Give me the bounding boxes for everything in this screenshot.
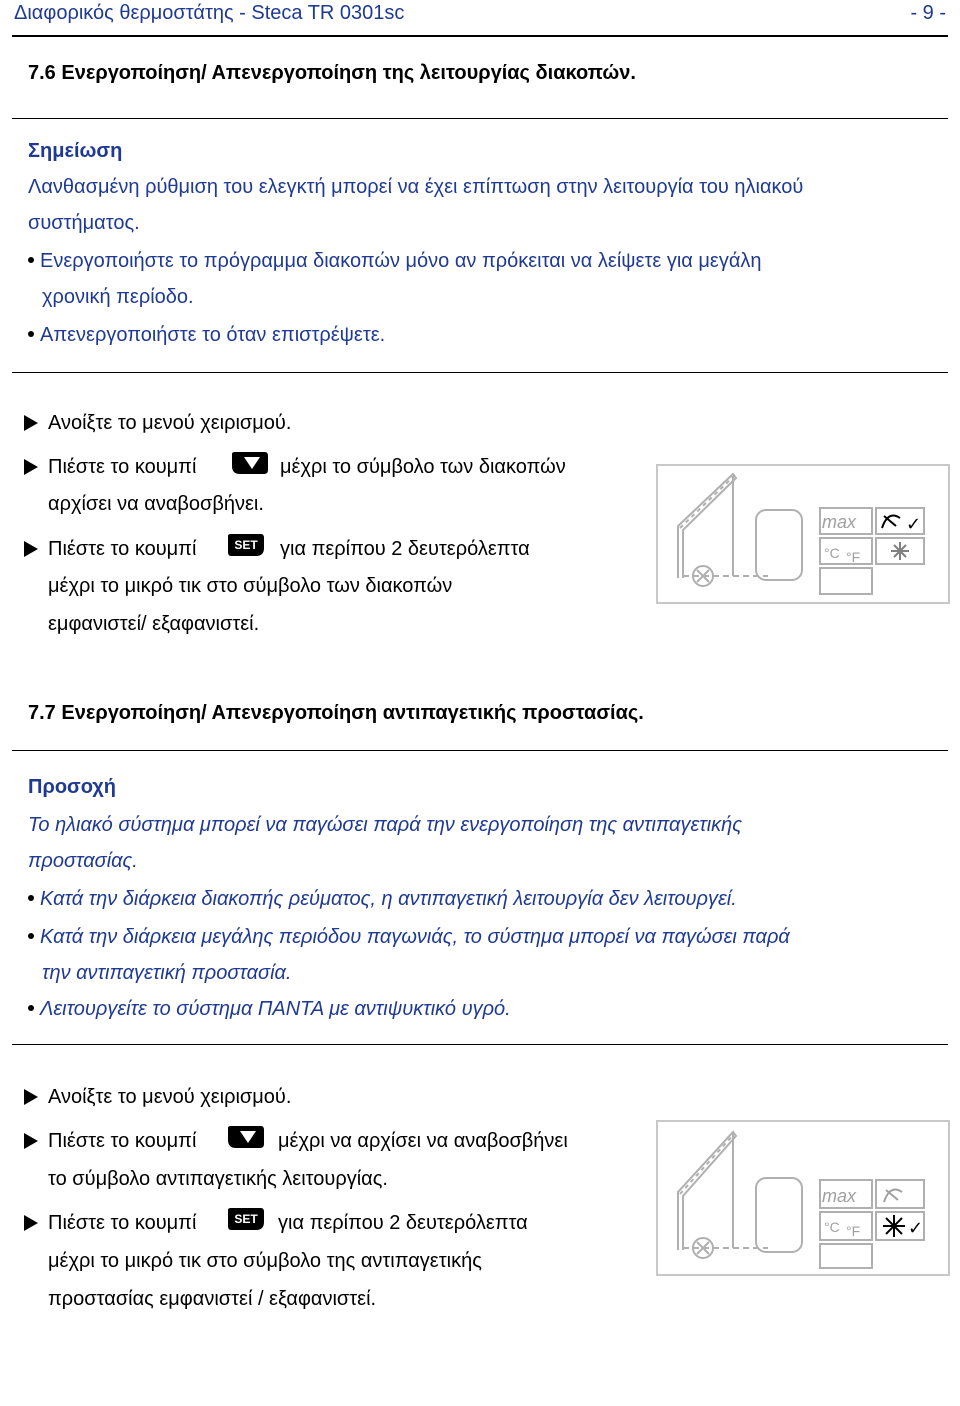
note-bullet-1-text: Ενεργοποιήστε το πρόγραμμα διακοπών μόνο αν πρόκειται να λείψετε για μεγάλη: [40, 250, 762, 272]
s77-step-3-text-a: Πιέστε το κουμπί: [48, 1212, 197, 1234]
s76-step-3: [24, 538, 196, 561]
section-7-7-divider: [12, 750, 948, 751]
caution-divider: [12, 1044, 948, 1045]
display-unit-f: °F: [846, 549, 861, 565]
display-max-label: max: [822, 512, 857, 532]
note-divider: [12, 372, 948, 373]
step-arrow-icon: [24, 1215, 38, 1231]
controller-display-holiday: [656, 464, 950, 604]
page-number: - 9 -: [910, 2, 946, 24]
set-button-icon: [226, 1206, 266, 1232]
s77-step-1: [24, 1086, 291, 1109]
s76-step-1-text: Ανοίξτε το μενού χειρισμού.: [48, 412, 292, 434]
s77-step-3: [24, 1212, 196, 1235]
s76-step-3-text-a: Πιέστε το κουμπί: [48, 538, 197, 560]
controller-display-frost: [656, 1120, 950, 1276]
bullet-icon: [28, 1005, 34, 1011]
s76-step-3-text-c: μέχρι το μικρό τικ στο σύμβολο των διακοπών: [48, 575, 453, 597]
step-arrow-icon: [24, 541, 38, 557]
holiday-symbol-icon: [884, 1190, 902, 1202]
controller-display-graphic: [658, 466, 948, 602]
bullet-icon: [28, 331, 34, 337]
s77-step-2-text-c: το σύμβολο αντιπαγετικής λειτουργίας.: [48, 1168, 388, 1190]
s76-step-2: [24, 456, 196, 479]
bullet-icon: [28, 895, 34, 901]
s76-step-2-text-b: μέχρι το σύμβολο των διακοπών: [280, 456, 566, 478]
step-arrow-icon: [24, 1089, 38, 1105]
note-bullet-1: [28, 250, 762, 273]
s76-step-2-text-a: Πιέστε το κουμπί: [48, 456, 197, 478]
note-bullet-2: [28, 324, 385, 347]
step-arrow-icon: [24, 1133, 38, 1149]
s76-step-3-text-d: εμφανιστεί/ εξαφανιστεί.: [48, 613, 260, 635]
caution-bullet-3: [28, 998, 511, 1021]
caution-bullet-2-cont: την αντιπαγετική προστασία.: [42, 962, 292, 984]
s76-step-1: [24, 412, 291, 435]
s77-step-2-text-a: Πιέστε το κουμπί: [48, 1130, 197, 1152]
display-max-label: max: [822, 1186, 857, 1206]
bullet-icon: [28, 257, 34, 263]
s77-step-3-text-b: για περίπου 2 δευτερόλεπτα: [278, 1212, 528, 1234]
header-divider: [12, 35, 948, 37]
caution-bullet-1-text: Κατά την διάρκεια διακοπής ρεύματος, η αντιπαγετική λειτουργία δεν λειτουργεί.: [40, 888, 737, 910]
display-unit-c: °C: [824, 1219, 840, 1235]
s77-step-2-text-b: μέχρι να αρχίσει να αναβοσβήνει: [278, 1130, 568, 1152]
down-button-icon: [230, 450, 270, 476]
section-7-6-divider: [12, 118, 948, 119]
section-7-6-title: 7.6 Ενεργοποίηση/ Απενεργοποίηση της λειτουργίας διακοπών.: [28, 62, 636, 84]
s77-step-1-text: Ανοίξτε το μενού χειρισμού.: [48, 1086, 292, 1108]
caution-bullet-2-text: Κατά την διάρκεια μεγάλης περιόδου παγωνιάς, το σύστημα μπορεί να παγώσει παρά: [40, 926, 790, 948]
frost-symbol-icon: [883, 1215, 905, 1237]
frost-check-icon: ✓: [908, 1218, 924, 1239]
holiday-check-icon: ✓: [906, 514, 922, 535]
caution-line-1: Το ηλιακό σύστημα μπορεί να παγώσει παρά την ενεργοποίηση της αντιπαγετικής: [28, 814, 743, 836]
holiday-symbol-icon: [882, 516, 900, 528]
step-arrow-icon: [24, 459, 38, 475]
set-button-label: SET: [234, 538, 258, 552]
frost-symbol-icon: [891, 542, 909, 560]
set-button-label: SET: [234, 1212, 258, 1226]
section-7-7-title: 7.7 Ενεργοποίηση/ Απενεργοποίηση αντιπαγετικής προστασίας.: [28, 702, 644, 724]
s77-step-3-text-d: προστασίας εμφανιστεί / εξαφανιστεί.: [48, 1288, 377, 1310]
s77-step-2: [24, 1130, 196, 1153]
s76-step-3-text-b: για περίπου 2 δευτερόλεπτα: [280, 538, 530, 560]
display-unit-c: °C: [824, 545, 840, 561]
display-unit-f: °F: [846, 1223, 861, 1239]
s77-step-3-text-c: μέχρι το μικρό τικ στο σύμβολο της αντιπαγετικής: [48, 1250, 482, 1272]
document-header-title: Διαφορικός θερμοστάτης - Steca TR 0301sc: [14, 2, 405, 24]
bullet-icon: [28, 933, 34, 939]
caution-bullet-3-text: Λειτουργείτε το σύστημα ΠΑΝΤΑ με αντιψυκτικό υγρό.: [40, 998, 511, 1020]
note-bullet-2-text: Απενεργοποιήστε το όταν επιστρέψετε.: [40, 324, 386, 346]
note-line-1: Λανθασμένη ρύθμιση του ελεγκτή μπορεί να έχει επίπτωση στην λειτουργία του ηλιακού: [28, 176, 804, 198]
s76-step-2-text-c: αρχίσει να αναβοσβήνει.: [48, 493, 264, 515]
caution-title: Προσοχή: [28, 776, 116, 798]
caution-bullet-2: [28, 926, 790, 949]
note-line-2: συστήματος.: [28, 212, 140, 234]
set-button-icon: [226, 532, 266, 558]
caution-bullet-1: [28, 888, 737, 911]
controller-display-graphic: [658, 1122, 948, 1274]
down-button-icon: [226, 1124, 266, 1150]
step-arrow-icon: [24, 415, 38, 431]
note-bullet-1-cont: χρονική περίοδο.: [42, 286, 194, 308]
caution-line-2: προστασίας.: [28, 850, 138, 872]
note-title: Σημείωση: [28, 140, 123, 162]
